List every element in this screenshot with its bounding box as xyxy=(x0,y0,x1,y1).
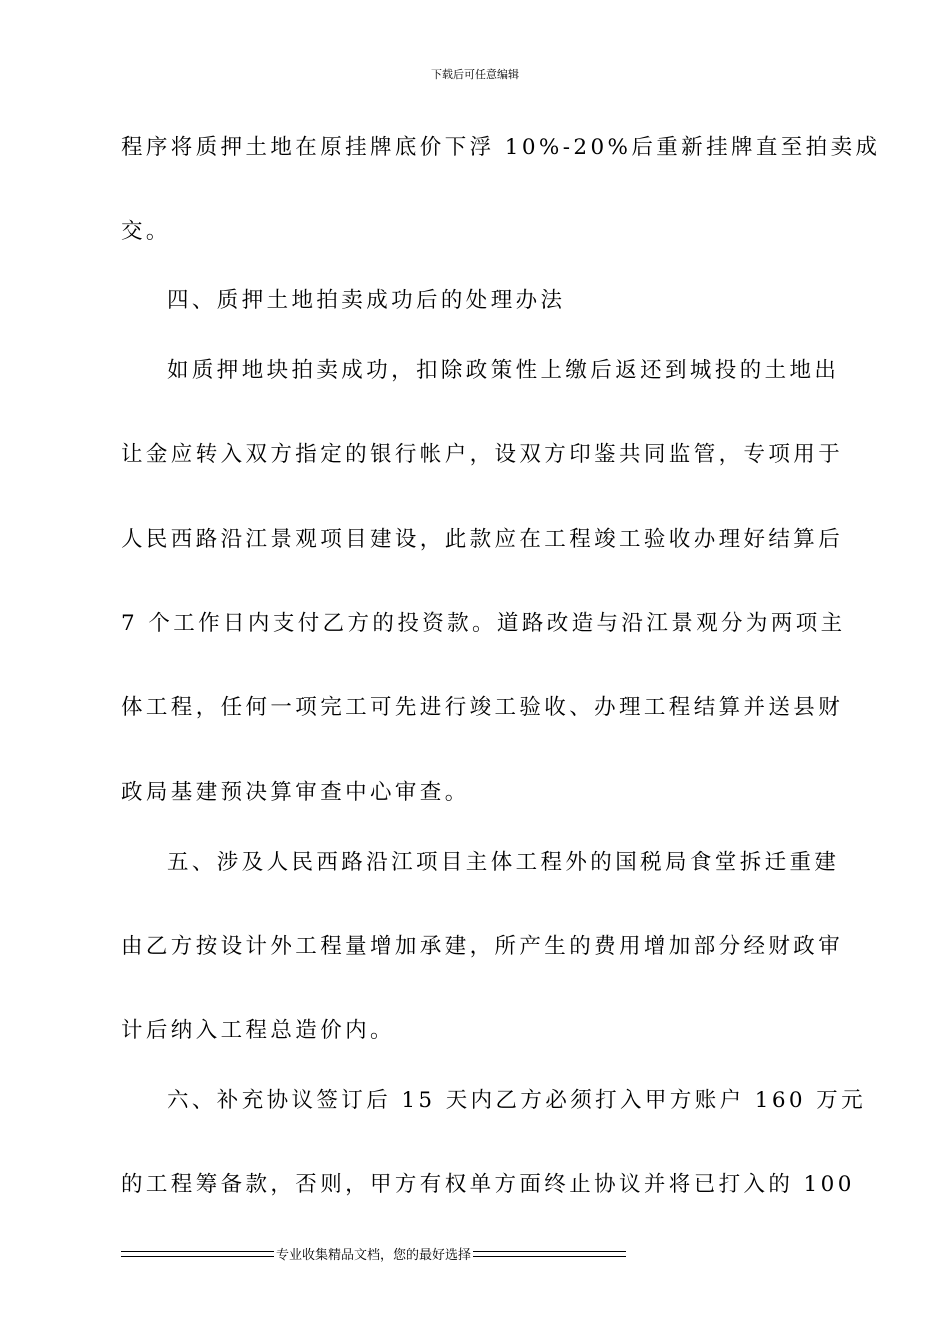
text-line-8: 体工程，任何一项完工可先进行竣工验收、办理工程结算并送县财 xyxy=(121,695,844,720)
text-line-9: 政局基建预决算审查中心审查。 xyxy=(121,780,470,805)
text-line-1: 程序将质押土地在原挂牌底价下浮 10%-20%后重新挂牌直至拍卖成 xyxy=(121,135,881,160)
text-line-11: 由乙方按设计外工程量增加承建，所产生的费用增加部分经财政审 xyxy=(121,934,844,959)
header-note: 下载后可任意编辑 xyxy=(431,68,519,81)
section-heading-4: 四、质押土地拍卖成功后的处理办法 xyxy=(167,288,566,313)
text-line-7: 7 个工作日内支付乙方的投资款。道路改造与沿江景观分为两项主 xyxy=(121,611,846,636)
footer-banner xyxy=(121,1244,626,1263)
text-line-14: 的工程筹备款，否则，甲方有权单方面终止协议并将已打入的 100 xyxy=(121,1172,855,1197)
footer-rule-right xyxy=(473,1251,626,1257)
footer-text: 专业收集精品文档，您的最好选择 xyxy=(276,1248,472,1263)
footer-rule-left xyxy=(121,1251,274,1257)
text-line-4: 如质押地块拍卖成功，扣除政策性上缴后返还到城投的土地出 xyxy=(167,358,840,383)
section-heading-5: 五、涉及人民西路沿江项目主体工程外的国税局食堂拆迁重建 xyxy=(167,850,840,875)
text-line-2: 交。 xyxy=(121,219,171,244)
text-line-5: 让金应转入双方指定的银行帐户，设双方印鉴共同监管，专项用于 xyxy=(121,442,844,467)
text-line-12: 计后纳入工程总造价内。 xyxy=(121,1018,395,1043)
section-heading-6: 六、补充协议签订后 15 天内乙方必须打入甲方账户 160 万元 xyxy=(167,1088,867,1113)
text-line-6: 人民西路沿江景观项目建设，此款应在工程竣工验收办理好结算后 xyxy=(121,527,844,552)
